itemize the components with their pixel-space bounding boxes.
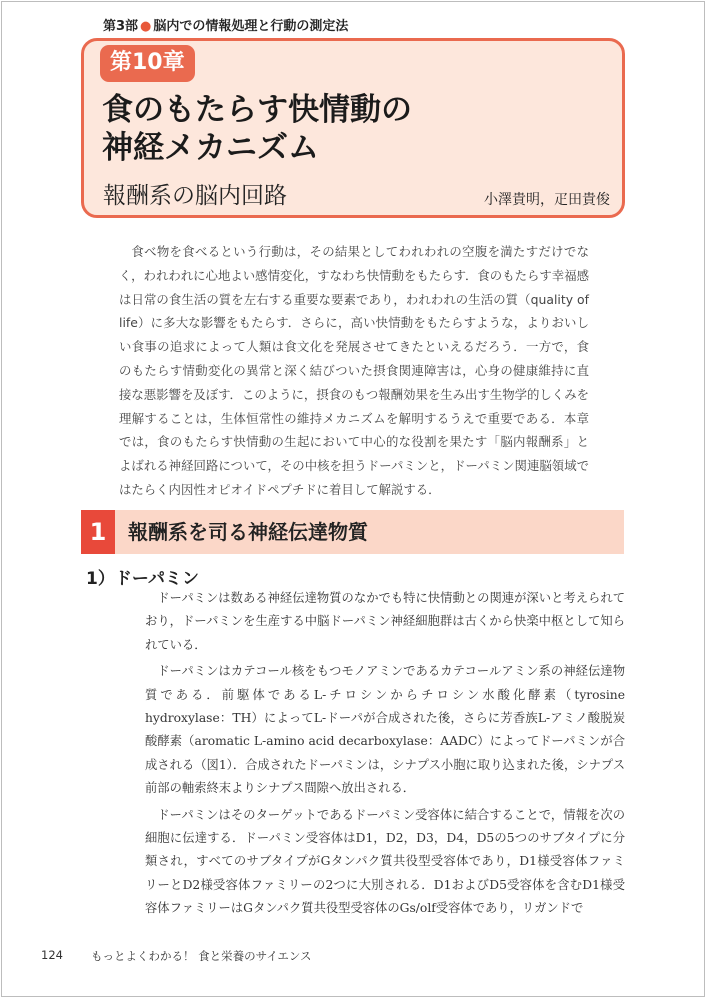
chapter-title-line-2: 神経メカニズム: [102, 130, 319, 166]
body-paragraph-3: ドーパミンはそのターゲットであるドーパミン受容体に結合することで，情報を次の細胞に伝達する．ドーパミン受容体はD1，D2，D3，D4，D5の5つのサブタイプに分類され，すべてのサブタイプがGタンパク質共役型受容体であり，D1様受容体ファミリーとD2様受容体ファミリーの2つに大別される．D1およびD5受容体を含むD1様受容体ファミリーはGタンパク質共役型受容体のGs/olf受容体であり，リガンドで: [145, 807, 625, 916]
part-title: 脳内での情報処理と行動の測定法: [153, 19, 349, 34]
chapter-number-tag: 第10章: [100, 45, 195, 82]
body-paragraph-2: ドーパミンはカテコール核をもつモノアミンであるカテコールアミン系の神経伝達物質である．前駆体であるL-チロシンからチロシン水酸化酵素（tyrosine hydroxylase：TH）によってL-ドーパが合成された後，さらに芳香族L-アミノ酸脱炭酸酵素（aromatic L-amino acid decarboxylase：AADC）によってドーパミンが合成される（図1）．合成されたドーパミンは，シナプス小胞に取り込まれた後，シナプス前部の軸索終末よりシナプス間隙へ放出される．: [145, 664, 625, 796]
section-heading: [81, 510, 624, 554]
part-label: 第3部: [103, 19, 139, 34]
book-title: もっとよくわかる！ 食と栄養のサイエンス: [91, 949, 312, 963]
section-title: 報酬系を司る神経伝達物質: [128, 520, 368, 544]
section-number: 1: [81, 510, 115, 554]
chapter-intro: [119, 240, 589, 502]
chapter-subtitle: 報酬系の脳内回路: [103, 183, 287, 209]
subsection-title: 1）ドーパミン: [86, 569, 199, 589]
chapter-title-line-1: 食のもたらす快情動の: [102, 92, 412, 128]
page: [1, 1, 705, 997]
body-paragraph-1: ドーパミンは数ある神経伝達物質のなかでも特に快情動との関連が深いと考えられており，ドーパミンを生産する中脳ドーパミン神経細胞群は古くから快楽中枢として知られている．: [145, 591, 625, 652]
page-number: 124: [41, 948, 63, 962]
chapter-title: [102, 91, 412, 167]
chapter-title-box: [81, 38, 625, 218]
bullet-dot-icon: ●: [140, 19, 152, 34]
chapter-authors: 小澤貴明，疋田貴俊: [484, 192, 610, 208]
body-text: [145, 587, 625, 924]
intro-paragraph: 食べ物を食べるという行動は，その結果としてわれわれの空腹を満たすだけでなく，われわれに心地よい感情変化，すなわち快情動をもたらす．食のもたらす幸福感は日常の食生活の質を左右する重要な要素であり，われわれの生活の質（quality of life）に多大な影響をもたらす．さらに，高い快情動をもたらすような，よりおいしい食事の追求によって人類は食文化を発展させてきたといえるだろう．一方で，食のもたらす情動変化の異常と深く結びついた摂食関連障害は，心身の健康維持に直接な悪影響を及ぼす．このように，摂食のもつ報酬効果を生み出す生物学的しくみを理解することは，生体恒常性の維持メカニズムを解明するうえで重要である．本章では，食のもたらす快情動の生起において中心的な役割を果たす「脳内報酬系」とよばれる神経回路について，その中核を担うドーパミンと，ドーパミン関連脳領域ではたらく内因性オピオイドペプチドに着目して解説する．: [119, 244, 589, 497]
part-header: [103, 15, 348, 34]
